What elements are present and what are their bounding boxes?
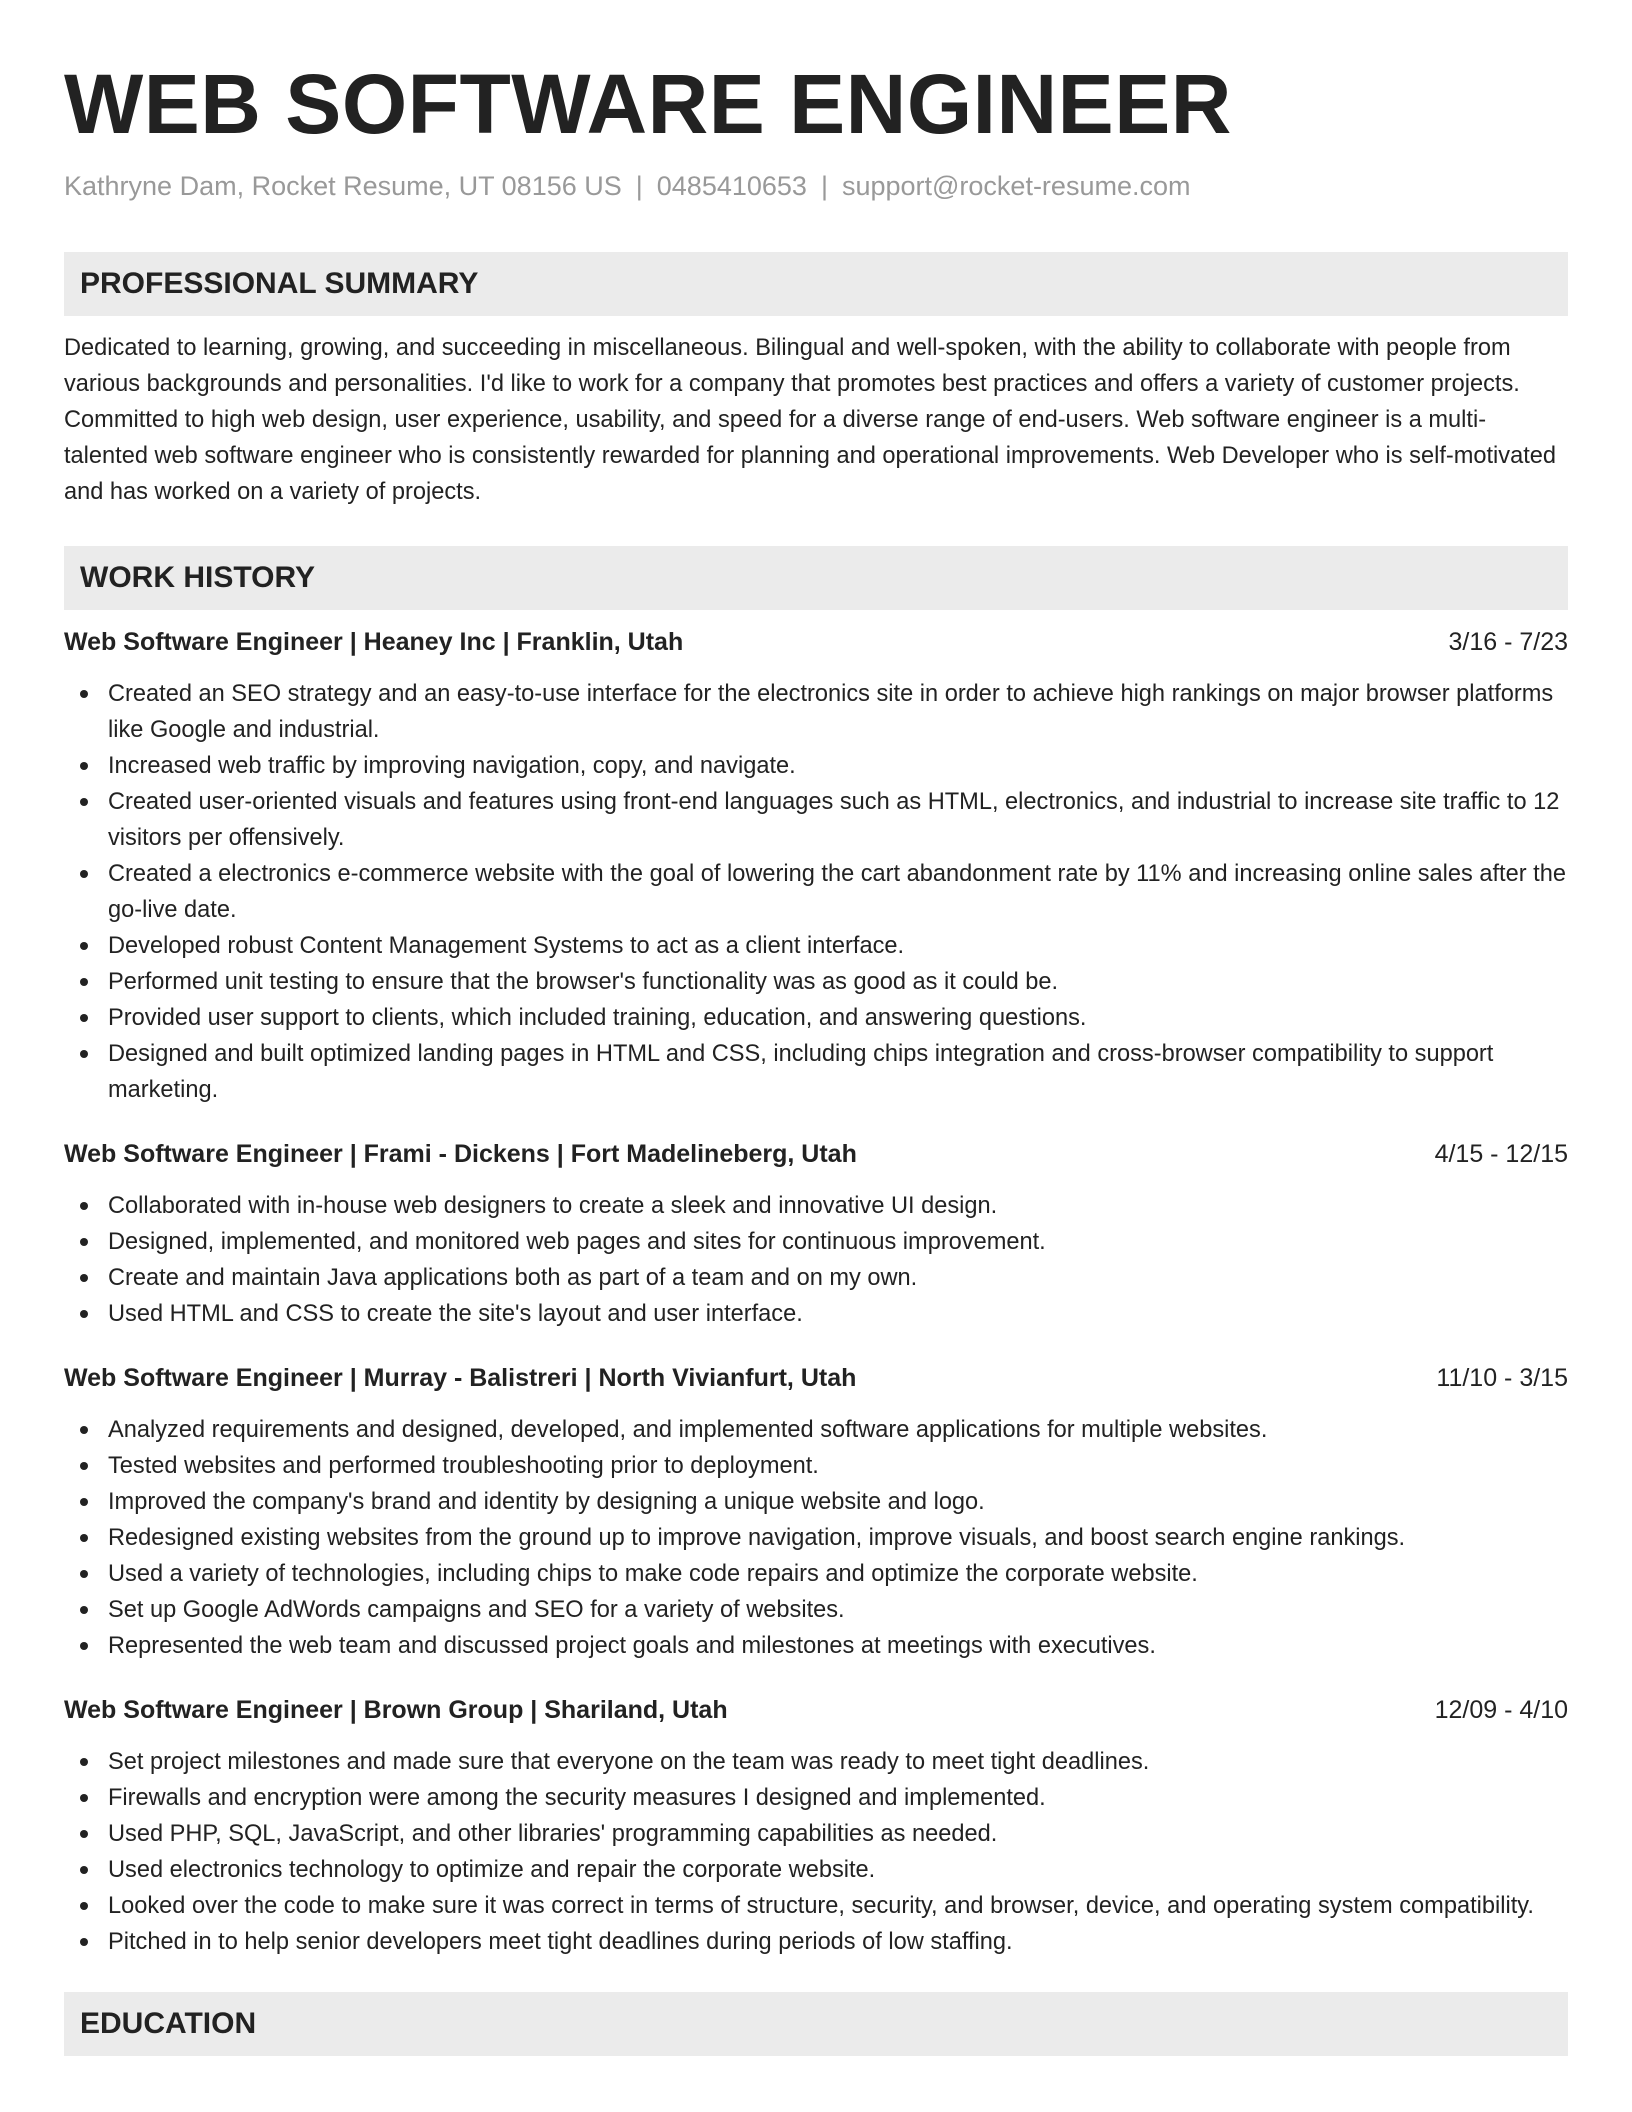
job-bullets	[64, 1412, 1568, 1664]
bullet-item: Used HTML and CSS to create the site's layout and user interface.	[64, 1296, 1568, 1332]
bullet-item: Looked over the code to make sure it was correct in terms of structure, security, and browser, device, and operating system compatibility.	[64, 1888, 1568, 1924]
job-dates: 3/16 - 7/23	[1448, 628, 1568, 656]
bullet-item: Designed and built optimized landing pages in HTML and CSS, including chips integration and cross-browser compatibility to support marketing.	[64, 1036, 1568, 1108]
job-entry	[64, 1692, 1568, 1960]
job-header	[64, 1360, 1568, 1396]
summary-text: Dedicated to learning, growing, and succeeding in miscellaneous. Bilingual and well-spoken, with the ability to collaborate with people from various backgrounds and personalities. I'd like to work for a company that promotes best practices and offers a variety of customer projects. Committed to high web design, user experience, usability, and speed for a diverse range of end-users. Web software engineer is a multi-talented web software engineer who is consistently rewarded for planning and operational improvements. Web Developer who is self-motivated and has worked on a variety of projects.	[64, 335, 1557, 505]
contact-separator: |	[635, 171, 643, 201]
job-dates: 11/10 - 3/15	[1436, 1364, 1568, 1392]
bullet-item: Analyzed requirements and designed, developed, and implemented software applications for multiple websites.	[64, 1412, 1568, 1448]
job-header	[64, 1136, 1568, 1172]
bullet-item: Used electronics technology to optimize and repair the corporate website.	[64, 1852, 1568, 1888]
job-bullets	[64, 1744, 1568, 1960]
contact-line	[64, 168, 1568, 204]
job-title: Web Software Engineer | Murray - Balistreri | North Vivianfurt, Utah	[64, 1364, 857, 1392]
bullet-item: Create and maintain Java applications both as part of a team and on my own.	[64, 1260, 1568, 1296]
bullet-item: Created user-oriented visuals and features using front-end languages such as HTML, electronics, and industrial to increase site traffic to 12 visitors per offensively.	[64, 784, 1568, 856]
bullet-item: Provided user support to clients, which included training, education, and answering questions.	[64, 1000, 1568, 1036]
job-entry	[64, 1136, 1568, 1332]
bullet-item: Created a electronics e-commerce website with the goal of lowering the cart abandonment rate by 11% and increasing online sales after the go-live date.	[64, 856, 1568, 928]
bullet-item: Performed unit testing to ensure that the browser's functionality was as good as it could be.	[64, 964, 1568, 1000]
bullet-item: Tested websites and performed troubleshooting prior to deployment.	[64, 1448, 1568, 1484]
job-header	[64, 624, 1568, 660]
job-dates: 4/15 - 12/15	[1434, 1140, 1568, 1168]
bullet-item: Set up Google AdWords campaigns and SEO for a variety of websites.	[64, 1592, 1568, 1628]
job-title: Web Software Engineer | Frami - Dickens | Fort Madelineberg, Utah	[64, 1140, 857, 1168]
job-bullets	[64, 676, 1568, 1108]
bullet-item: Redesigned existing websites from the ground up to improve navigation, improve visuals, and boost search engine rankings.	[64, 1520, 1568, 1556]
contact-phone: 0485410653	[656, 171, 807, 201]
resume-title: WEB SOFTWARE ENGINEER	[64, 57, 1232, 151]
contact-address: Kathryne Dam, Rocket Resume, UT 08156 US	[64, 171, 622, 201]
bullet-item: Collaborated with in-house web designers to create a sleek and innovative UI design.	[64, 1188, 1568, 1224]
contact-email: support@rocket-resume.com	[841, 171, 1191, 201]
bullet-item: Developed robust Content Management Systems to act as a client interface.	[64, 928, 1568, 964]
job-title: Web Software Engineer | Heaney Inc | Franklin, Utah	[64, 628, 684, 656]
job-bullets	[64, 1188, 1568, 1332]
job-title: Web Software Engineer | Brown Group | Shariland, Utah	[64, 1696, 728, 1724]
bullet-item: Improved the company's brand and identity by designing a unique website and logo.	[64, 1484, 1568, 1520]
section-header-work-history: WORK HISTORY	[64, 546, 1568, 610]
job-header	[64, 1692, 1568, 1728]
bullet-item: Used a variety of technologies, including chips to make code repairs and optimize the corporate website.	[64, 1556, 1568, 1592]
job-entry	[64, 624, 1568, 1108]
bullet-item: Used PHP, SQL, JavaScript, and other libraries' programming capabilities as needed.	[64, 1816, 1568, 1852]
bullet-item: Firewalls and encryption were among the security measures I designed and implemented.	[64, 1780, 1568, 1816]
bullet-item: Set project milestones and made sure that everyone on the team was ready to meet tight deadlines.	[64, 1744, 1568, 1780]
bullet-item: Designed, implemented, and monitored web pages and sites for continuous improvement.	[64, 1224, 1568, 1260]
bullet-item: Pitched in to help senior developers meet tight deadlines during periods of low staffing.	[64, 1924, 1568, 1960]
section-header-summary: PROFESSIONAL SUMMARY	[64, 252, 1568, 316]
bullet-item: Increased web traffic by improving navigation, copy, and navigate.	[64, 748, 1568, 784]
job-dates: 12/09 - 4/10	[1434, 1696, 1568, 1724]
section-header-education: EDUCATION	[64, 1992, 1568, 2056]
bullet-item: Created an SEO strategy and an easy-to-use interface for the electronics site in order to achieve high rankings on major browser platforms like Google and industrial.	[64, 676, 1568, 748]
bullet-item: Represented the web team and discussed project goals and milestones at meetings with executives.	[64, 1628, 1568, 1664]
contact-separator: |	[820, 171, 828, 201]
job-entry	[64, 1360, 1568, 1664]
